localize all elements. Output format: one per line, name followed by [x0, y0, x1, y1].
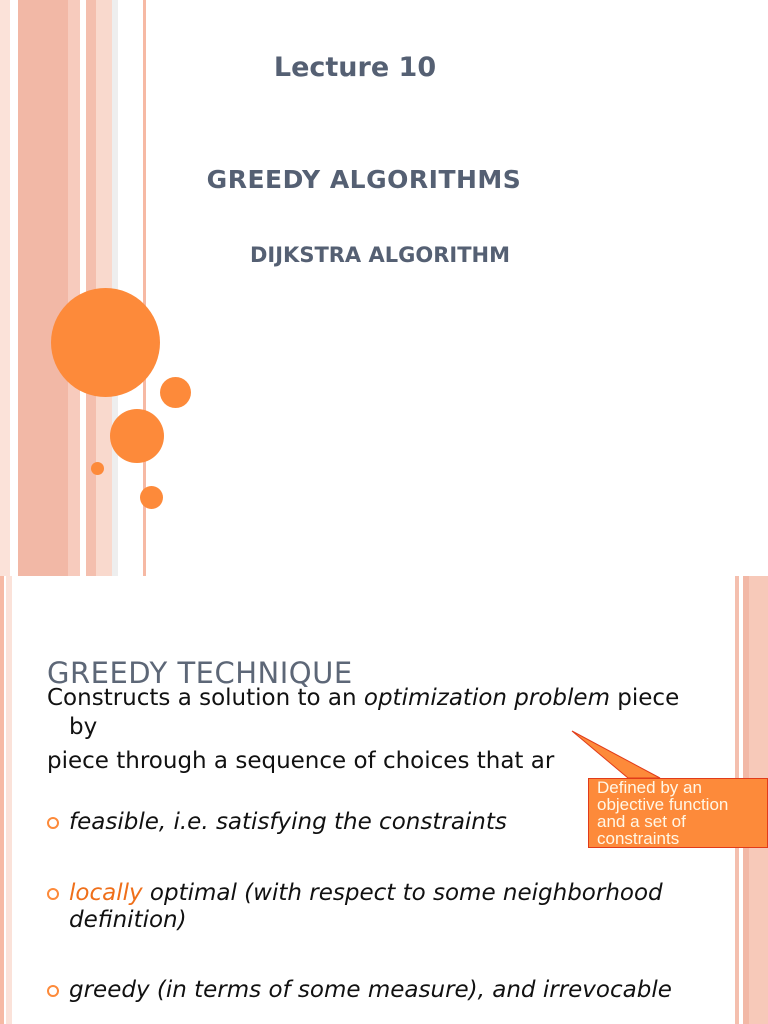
decor-stripe	[6, 576, 12, 1024]
content-slide	[0, 576, 768, 1024]
decor-circle	[110, 409, 164, 463]
decor-stripe	[18, 0, 68, 576]
bullet-icon	[47, 888, 59, 900]
decor-stripe	[10, 0, 18, 576]
callout-box	[588, 778, 768, 848]
callout-line: constraints	[597, 829, 680, 848]
intro-emphasis: optimization problem	[363, 685, 610, 711]
bullet-text-rest: optimal (with respect to some neighborhood	[142, 880, 663, 906]
bullet-text-continued: definition)	[69, 907, 187, 933]
slide-title: GREEDY TECHNIQUE	[47, 656, 353, 690]
intro-text: piece	[609, 685, 680, 711]
slide-title: GREEDY ALGORITHMS	[206, 165, 522, 194]
intro-text: Constructs a solution to an	[47, 685, 364, 711]
callout-line: Defined by an	[597, 778, 702, 797]
decor-circle	[51, 288, 160, 397]
intro-line-1	[47, 684, 757, 712]
decor-circle	[91, 462, 104, 475]
bullet-icon	[47, 817, 59, 829]
bullet-icon	[47, 985, 59, 997]
callout-line: objective function	[597, 795, 729, 814]
decor-circle	[140, 486, 163, 509]
callout-line: and a set of	[597, 812, 686, 831]
bullet-locally-optimal	[47, 880, 737, 934]
decor-stripe	[0, 576, 4, 1024]
slide-subtitle: DIJKSTRA ALGORITHM	[249, 243, 511, 267]
highlight-word: locally	[69, 880, 143, 906]
bullet-text	[69, 880, 737, 907]
decor-circle	[160, 377, 191, 408]
bullet-text: greedy (in terms of some measure), and irrevocable	[69, 977, 672, 1003]
intro-line-2: by	[69, 714, 98, 740]
bullet-greedy	[47, 977, 737, 1004]
decor-stripe	[0, 0, 10, 576]
decor-stripe	[68, 0, 80, 576]
bullet-text: feasible, i.e. satisfying the constraints	[69, 809, 507, 835]
intro-line-3: piece through a sequence of choices that ar	[47, 748, 555, 774]
lecture-number: Lecture 10	[273, 52, 437, 83]
